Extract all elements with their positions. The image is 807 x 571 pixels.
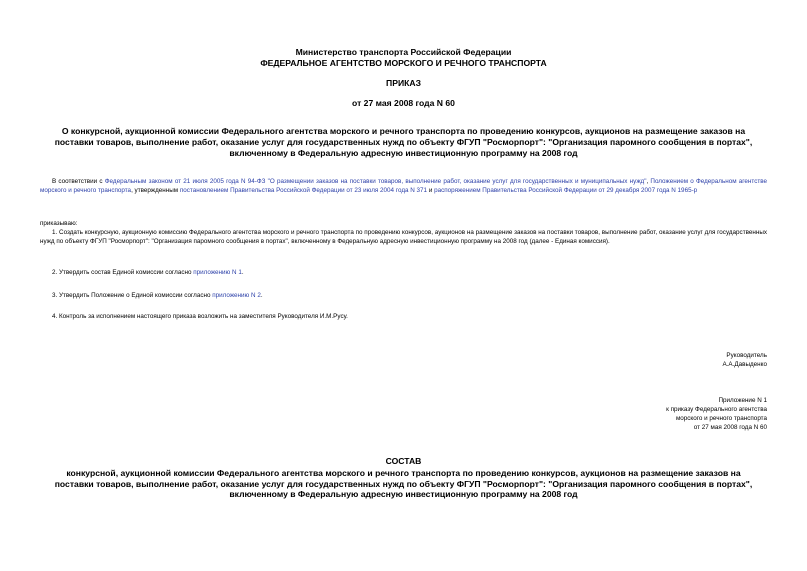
order-item-3 (40, 291, 767, 300)
federal-law-link[interactable]: Федеральным законом от 21 июля 2005 года N 94-ФЗ "О размещении заказов на поставки товаров, выполнение работ, оказание услуг для государственных и муниципальных нужд" (104, 178, 647, 185)
appendix-line: Приложение N 1 (718, 397, 767, 404)
document-title (40, 126, 767, 158)
title-line: поставки товаров, выполнение работ, оказание услуг для государственных нужд по объекту ФГУП "Росморпорт": "Организация паромного сообщения в портах", (54, 136, 753, 147)
appendix-2-link[interactable]: приложению N 2 (212, 292, 261, 299)
appendix-1-link[interactable]: приложению N 1 (193, 269, 242, 276)
composition-line: поставки товаров, выполнение работ, оказание услуг для государственных нужд по объекту ФГУП "Росморпорт": "Организация паромного сообщения в портах", (54, 478, 753, 489)
signature-position: Руководитель (726, 352, 767, 359)
order-item-2 (40, 268, 767, 277)
preamble-text: , утвержденным (131, 187, 180, 194)
signature-name: А.А.Давыденко (722, 361, 767, 368)
order-item-1: 1. Создать конкурсную, аукционную комиссию Федерального агентства морского и речного транспорта по проведению конкурсов, аукционов на размещение заказов на поставки товаров, выполнение работ, оказание услуг для государственных нужд по объекту ФГУП "Росморпорт": "Организация паромного сообщения в портах", включенному в Федеральную адресную инвестиционную программу на 2008 год (далее - Единая комиссия). (40, 229, 767, 245)
order-item-4: 4. Контроль за исполнением настоящего приказа возложить на заместителя Руководителя И.М.Русу. (52, 313, 348, 320)
item-text: . (241, 269, 244, 276)
preamble-text: и (427, 187, 435, 194)
composition-line: конкурсной, аукционной комиссии Федерального агентства морского и речного транспорта по проведению конкурсов, аукционов на размещение заказов на (66, 467, 741, 478)
composition-line: включенному в Федеральную адресную инвестиционную программу на 2008 год (229, 489, 578, 500)
appendix-line: морского и речного транспорта (675, 415, 767, 422)
government-resolution-link[interactable]: постановлением Правительства Российской Федерации от 23 июля 2004 года N 371 (179, 187, 428, 194)
item-text: . (260, 292, 263, 299)
item-text: 2. Утвердить состав Единой комиссии согласно (52, 269, 194, 276)
appendix-block (666, 396, 767, 432)
ministry-name: Министерство транспорта Российской Федерации (295, 47, 512, 57)
composition-heading: СОСТАВ (385, 456, 422, 466)
item-text: 3. Утвердить Положение о Единой комиссии согласно (52, 292, 213, 299)
signature-block (722, 351, 767, 369)
title-line: включенному в Федеральную адресную инвестиционную программу на 2008 год (229, 147, 578, 158)
agency-name: ФЕДЕРАЛЬНОЕ АГЕНТСТВО МОРСКОГО И РЕЧНОГО ТРАНСПОРТА (260, 57, 547, 68)
appendix-line: от 27 мая 2008 года N 60 (693, 424, 767, 431)
appendix-line: к приказу Федерального агентства (666, 406, 767, 413)
title-line: О конкурсной, аукционной комиссии Федерального агентства морского и речного транспорта по проведению конкурсов, аукционов на размещение заказов на (61, 126, 746, 136)
preamble (40, 177, 767, 195)
order-word: приказываю: (40, 220, 78, 227)
composition-section (40, 456, 767, 500)
agency-regulation-link[interactable]: Положением о Федеральном агентстве морского и речного транспорта (40, 178, 768, 194)
government-order-link[interactable]: распоряжением Правительства Российской Федерации от 29 декабря 2007 года N 1965-р (434, 187, 698, 194)
preamble-text: В соответствии с (52, 178, 105, 185)
doc-type: ПРИКАЗ (386, 78, 421, 88)
document-header (40, 47, 767, 68)
preamble-text: , (646, 178, 651, 185)
doc-date-number: от 27 мая 2008 года N 60 (352, 98, 455, 108)
